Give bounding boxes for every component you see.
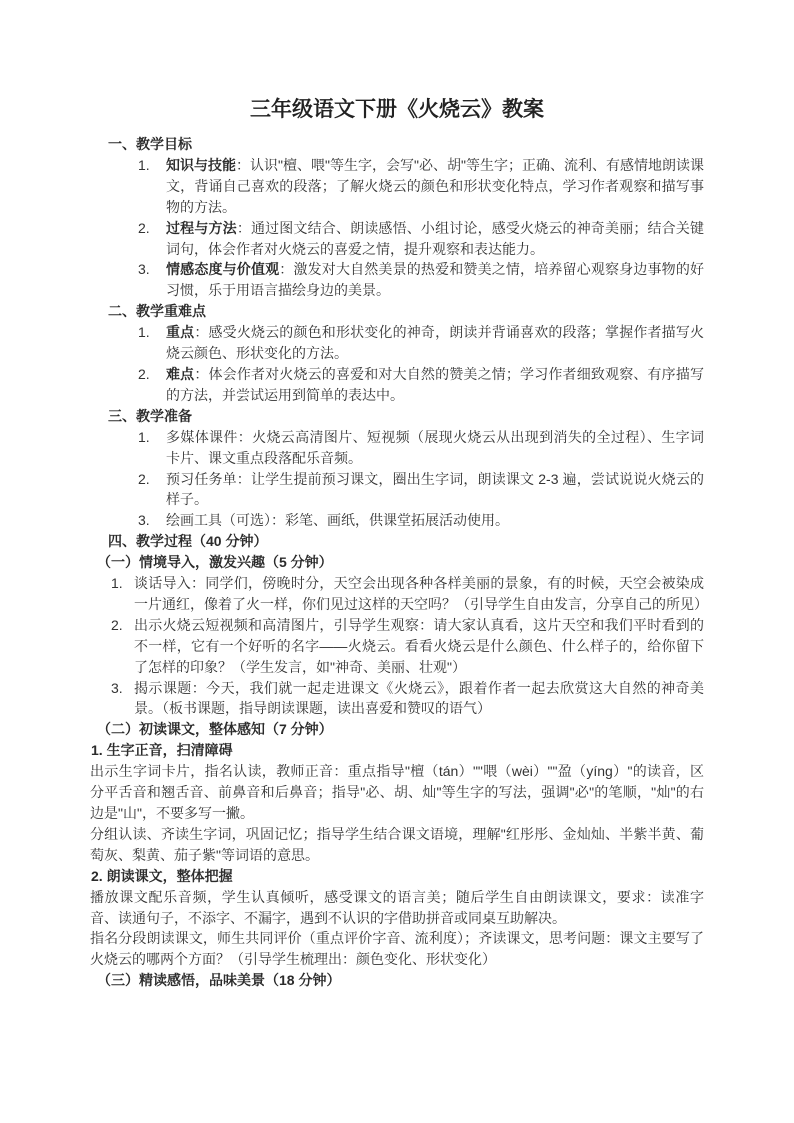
list-item [90,155,704,218]
list-item-text: 难点：体会作者对火烧云的喜爱和对大自然的赞美之情；学习作者细致观察、有序描写的方法，并尝试运用到简单的表达中。 [166,365,705,403]
section-heading: 一、教学目标 [108,136,192,152]
paragraph: 出示生字词卡片，指名认读，教师正音：重点指导"檀（tán）""喂（wèi）""盈（yíng）"的读音，区分平舌音和翘舌音、前鼻音和后鼻音；指导"必、胡、灿"等生字的写法，强调"必"的笔顺，"灿"的右边是"山"，不要多写一撇。 [90,763,704,821]
list-item-number: 3. [111,679,123,696]
subsection-heading: （三）精读感悟，品味美景（18 分钟） [97,972,341,989]
subsection-heading: （二）初读课文，整体感知（7 分钟） [97,721,333,738]
list-item-lead: 难点 [166,365,195,382]
list-item [90,573,708,615]
list-item [90,427,704,469]
list-item-lead: 重点 [166,324,195,341]
list-item-text: 预习任务单：让学生提前预习课文，圈出生字词，朗读课文 2-3 遍，尝试说说火烧云的样子。 [166,470,704,508]
list-item-number: 2. [138,219,150,236]
list-item-text: 过程与方法：通过图文结合、朗读感悟、小组讨论，感受火烧云的神奇美丽；结合关键词句，体会作者对火烧云的喜爱之情，提升观察和表达能力。 [166,219,704,257]
list-item [90,510,704,531]
list-item-number: 1. [138,324,150,341]
list-item [90,615,704,678]
section-heading: 四、教学过程（40 分钟） [108,533,268,550]
list-item-lead: 知识与技能 [166,156,237,173]
list-item-text: 多媒体课件：火烧云高清图片、短视频（展现火烧云从出现到消失的全过程）、生字词卡片、课文重点段落配乐音频。 [166,428,704,466]
list-item [90,218,704,260]
list-item-lead: 过程与方法 [166,219,237,236]
list-item-number: 3. [138,512,150,529]
list-item [90,469,704,511]
list-item-number: 1. [138,156,150,173]
list-item-number: 3. [138,261,150,278]
document-body [90,134,708,991]
list-item-number: 1. [111,575,123,592]
list-item [90,322,704,364]
section-heading: 三、教学准备 [108,407,192,424]
list-item-text: 绘画工具（可选）：彩笔、画纸，供课堂拓展活动使用。 [166,512,509,529]
list-item [90,364,704,406]
list-item-number: 2. [138,365,150,382]
numbered-heading: 2. 朗读课文，整体把握 [91,867,233,884]
paragraph: 指名分段朗读课文，师生共同评价（重点评价字音、流利度）；齐读课文，思考问题：课文主要写了火烧云的哪两个方面？（引导学生梳理出：颜色变化、形状变化） [90,930,704,968]
list-item-text: 出示火烧云短视频和高清图片，引导学生观察：请大家认真看，这片天空和我们平时看到的不一样，它有一个好听的名字——火烧云。看看火烧云是什么颜色、什么样子的，给你留下了怎样的印象？（学生发言，如"神奇、美丽、壮观"） [134,616,704,675]
subsection-heading: （一）情境导入，激发兴趣（5 分钟） [97,554,333,571]
list-item [90,678,704,720]
list-item-text: 情感态度与价值观：激发对大自然美景的热爱和赞美之情，培养留心观察身边事物的好习惯，乐于用语言描绘身边的美景。 [166,261,704,299]
list-item-number: 2. [111,616,123,633]
list-item [90,259,704,301]
section-heading: 二、教学重难点 [108,303,206,320]
paragraph: 分组认读、齐读生字词，巩固记忆；指导学生结合课文语境，理解"红彤彤、金灿灿、半紫半黄、葡萄灰、梨黄、茄子紫"等词语的意思。 [90,825,704,863]
list-item-lead: 情感态度与价值观 [166,261,280,278]
list-item-number: 1. [138,428,150,445]
numbered-heading: 1. 生字正音，扫清障碍 [91,742,233,759]
paragraph: 播放课文配乐音频，学生认真倾听，感受课文的语言美；随后学生自由朗读课文，要求：读准字音、读通句子，不添字、不漏字，遇到不认识的字借助拼音或同桌互助解决。 [90,888,704,926]
list-item-text: 谈话导入：同学们，傍晚时分，天空会出现各种各样美丽的景象，有的时候，天空会被染成一片通红，像着了火一样，你们见过这样的天空吗？（引导学生自由发言，分享自己的所见） [134,575,708,612]
list-item-number: 2. [138,470,150,487]
list-item-text: 知识与技能：认识"檀、喂"等生字，会写"必、胡"等生字；正确、流利、有感情地朗读课文，背诵自己喜欢的段落；了解火烧云的颜色和形状变化特点，学习作者观察和描写事物的方法。 [166,156,704,215]
document-title: 三年级语文下册《火烧云》教案 [250,98,544,121]
list-item-text: 重点：感受火烧云的颜色和形状变化的神奇，朗读并背诵喜欢的段落；掌握作者描写火烧云颜色、形状变化的方法。 [166,324,705,362]
list-item-text: 揭示课题：今天，我们就一起走进课文《火烧云》，跟着作者一起去欣赏这大自然的神奇美景。（板书课题，指导朗读课题，读出喜爱和赞叹的语气） [134,679,704,717]
